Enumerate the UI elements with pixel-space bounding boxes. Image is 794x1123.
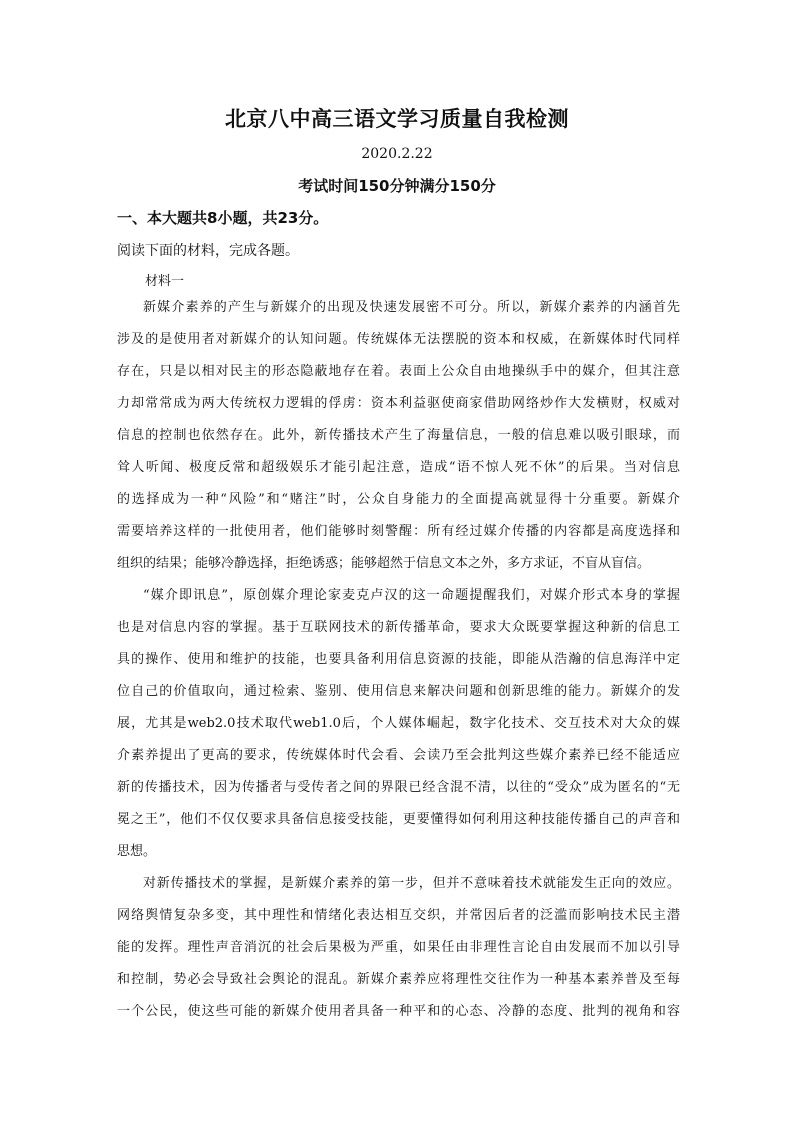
text-line: 位自己的价值取向，通过检索、鉴别、使用信息来解决问题和创新思维的能力。新媒介的发 xyxy=(117,684,680,699)
text-line: 能的发挥。理性声音消沉的社会后果极为严重，如果任由非理性言论自由发展而不加以引导 xyxy=(117,940,680,955)
text-line: 具的操作、使用和维护的技能，也要具备利用信息资源的技能，即能从浩瀚的信息海洋中定 xyxy=(117,652,680,667)
text-line: 新媒介素养的产生与新媒介的出现及快速发展密不可分。所以，新媒介素养的内涵首先 xyxy=(143,300,680,315)
text-line: 思想。 xyxy=(117,844,157,859)
text-line: 信息的控制也依然存在。此外，新传播技术产生了海量信息，一般的信息难以吸引眼球，而 xyxy=(117,428,680,443)
text-line: 冕之王”，他们不仅仅要求具备信息接受技能，更要懂得如何利用这种技能传播自己的声音和 xyxy=(117,812,680,827)
text-line: 组织的结果；能够冷静选择，拒绝诱惑；能够超然于信息文本之外，多方求证，不盲从盲信。 xyxy=(117,556,651,571)
reading-instruction: 阅读下面的材料，完成各题。 xyxy=(117,243,299,259)
text-line: 对新传播技术的掌握，是新媒介素养的第一步，但并不意味着技术就能发生正向的效应。 xyxy=(143,876,680,891)
text-line: 存在，只是以相对民主的形态隐蔽地存在着。表面上公众自由地操纵手中的媒介，但其注意 xyxy=(117,364,680,379)
section-heading: 一、本大题共8小题，共23分。 xyxy=(117,209,329,227)
text-line: 的选择成为一种“风险”和“赌注”时，公众自身能力的全面提高就显得十分重要。新媒介 xyxy=(117,492,680,507)
text-line: 力却常常成为两大传统权力逻辑的俘虏：资本利益驱使商家借助网络炒作大发横财，权威对 xyxy=(117,396,680,411)
exam-info: 考试时间150分钟满分150分 xyxy=(298,177,496,195)
text-line: 展，尤其是web2.0技术取代web1.0后，个人媒体崛起，数字化技术、交互技术对大众的媒 xyxy=(117,716,680,731)
text-line: 需要培养这样的一批使用者，他们能够时刻警醒：所有经过媒介传播的内容都是高度选择和 xyxy=(117,524,680,539)
material-body xyxy=(117,292,680,1028)
text-line: 介素养提出了更高的要求，传统媒体时代会看、会读乃至会批判这些媒介素养已经不能适应 xyxy=(117,748,680,763)
text-line: 新的传播技术，因为传播者与受传者之间的界限已经含混不清，以往的“受众”成为匿名的“无 xyxy=(117,780,680,795)
text-line: 耸人听闻、极度反常和超级娱乐才能引起注意，造成“语不惊人死不休”的后果。当对信息 xyxy=(117,460,680,475)
text-line: 涉及的是使用者对新媒介的认知问题。传统媒体无法摆脱的资本和权威，在新媒体时代同样 xyxy=(117,332,680,347)
text-line: 网络舆情复杂多变，其中理性和情绪化表达相互交织，并常因后者的泛滥而影响技术民主潜 xyxy=(117,908,680,923)
text-line: 一个公民，使这些可能的新媒介使用者具备一种平和的心态、冷静的态度、批判的视角和容 xyxy=(117,1004,680,1019)
material-label: 材料一 xyxy=(145,274,185,289)
text-line: “媒介即讯息”，原创媒介理论家麦克卢汉的这一命题提醒我们，对媒介形式本身的掌握 xyxy=(143,588,680,603)
text-line: 和控制，势必会导致社会舆论的混乱。新媒介素养应将理性交往作为一种基本素养普及至每 xyxy=(117,972,680,987)
exam-date: 2020.2.22 xyxy=(361,146,433,162)
text-line: 也是对信息内容的掌握。基于互联网技术的新传播革命，要求大众既要掌握这种新的信息工 xyxy=(117,620,680,635)
page-title: 北京八中高三语文学习质量自我检测 xyxy=(225,107,569,131)
